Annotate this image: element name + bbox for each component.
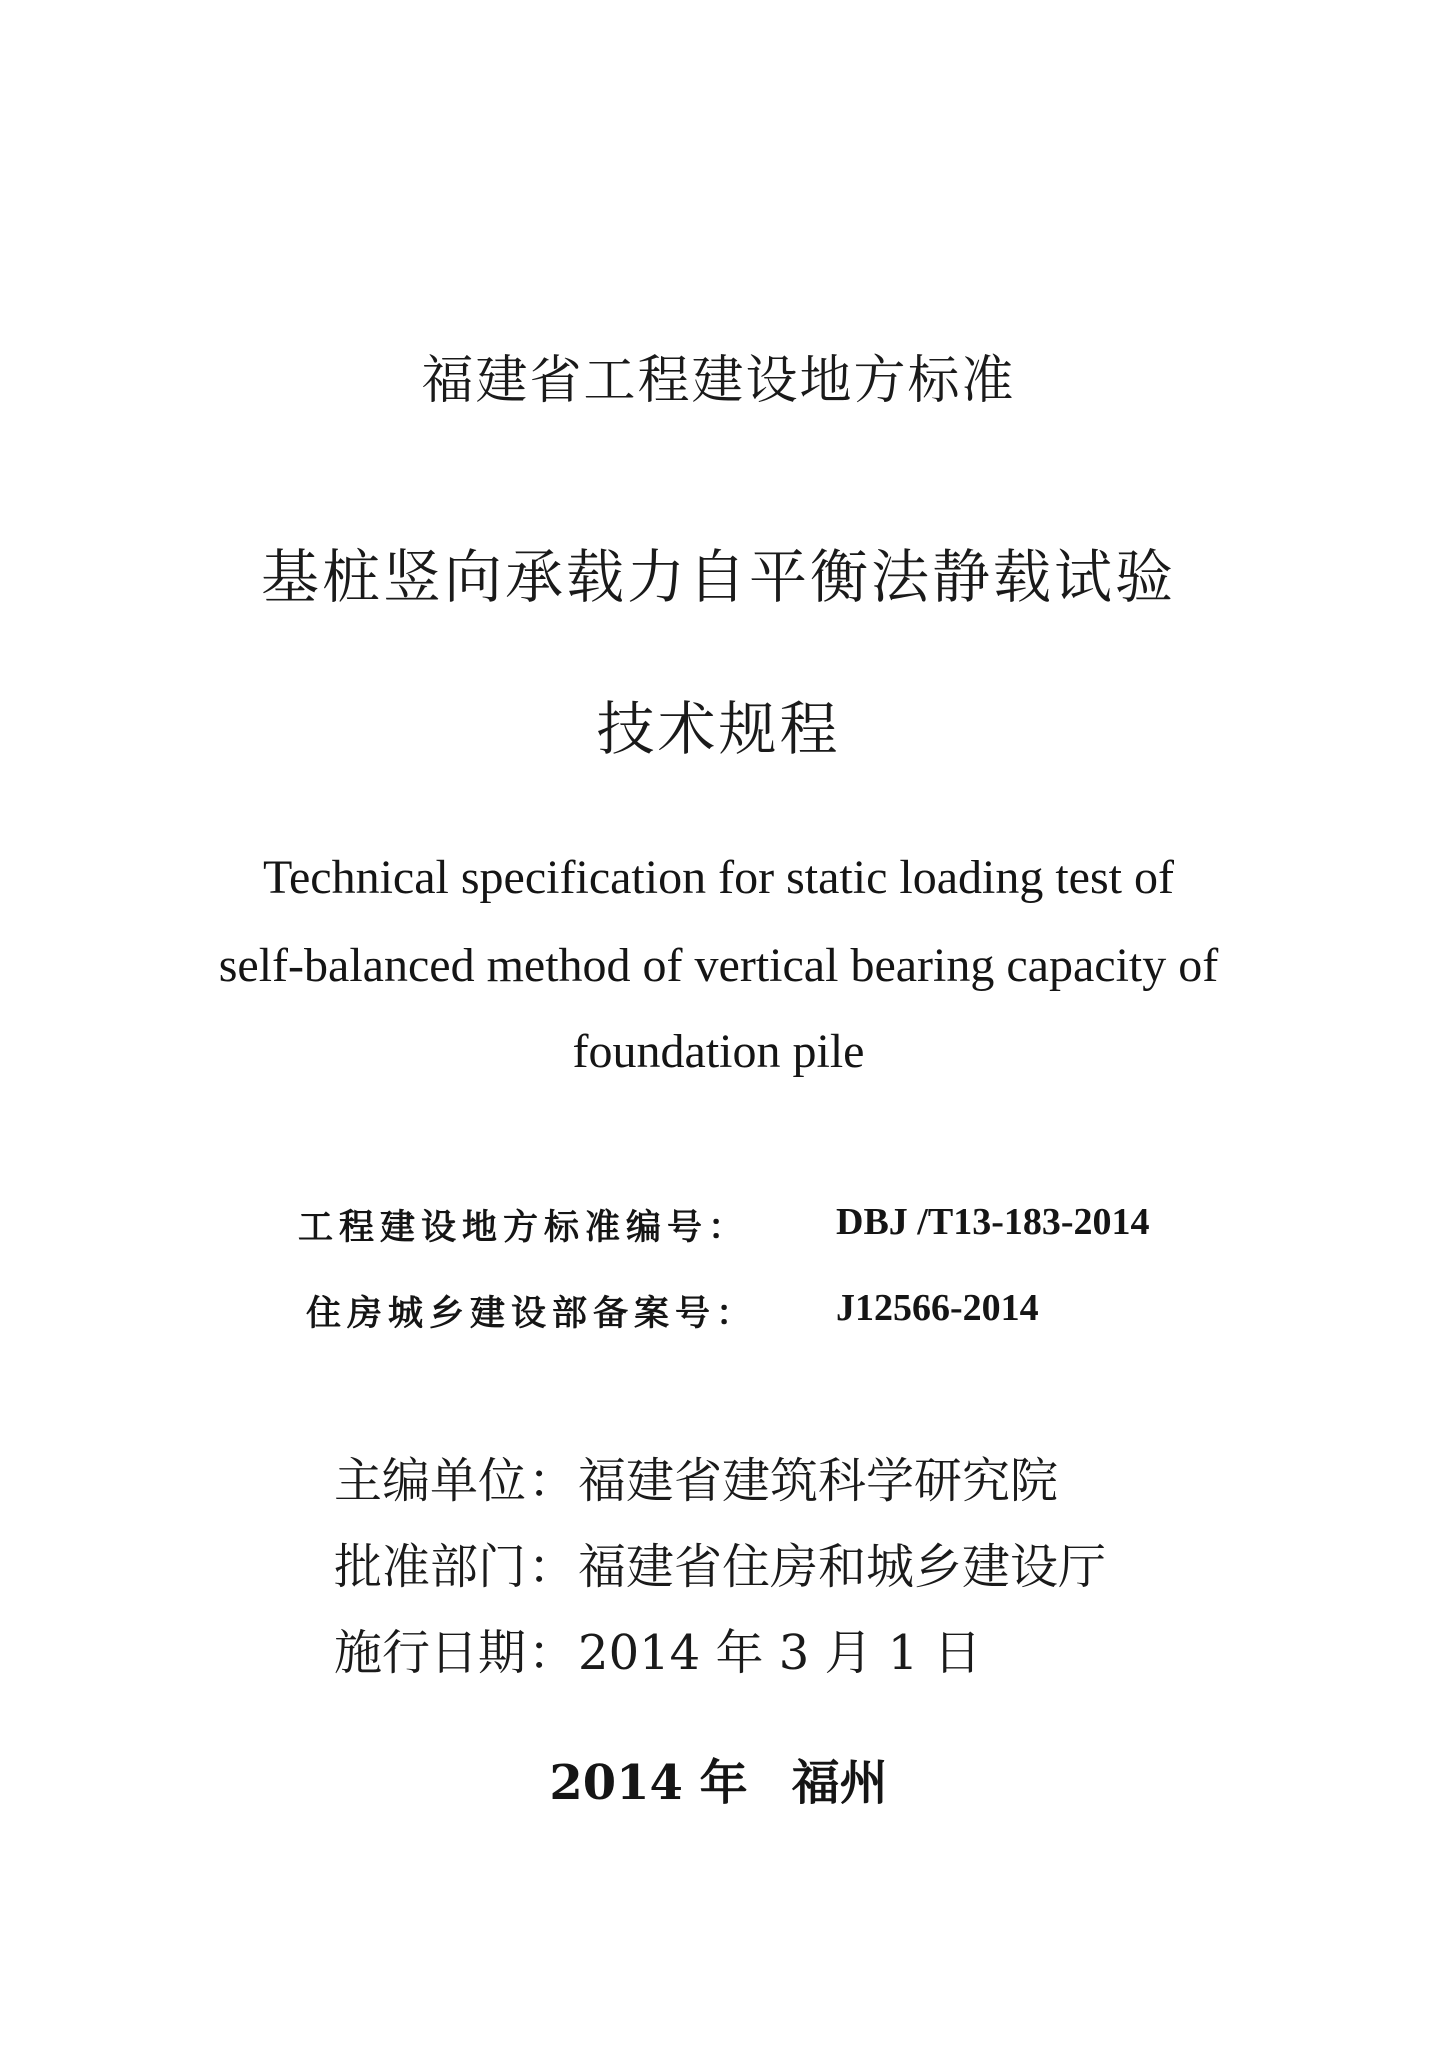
standard-number-label: 工程建设地方标准编号：: [298, 1208, 750, 1248]
document-title-line-2: 技术规程: [596, 695, 841, 763]
colon: ：: [528, 1539, 577, 1595]
chief-editor-label: 主编单位: [334, 1453, 527, 1509]
record-number-label: 住房城乡建设部备案号：: [306, 1294, 758, 1334]
english-title-line-2: self-balanced method of vertical bearing capacity of: [218, 939, 1219, 992]
colon: ：: [528, 1625, 577, 1681]
approval-department-label: 批准部门: [334, 1539, 527, 1595]
standard-series-title: 福建省工程建设地方标准: [421, 351, 1016, 411]
standard-number-row: [0, 1200, 1437, 1250]
document-title-line-1: 基桩竖向承载力自平衡法静载试验: [260, 543, 1176, 611]
imprint-city: 福州: [791, 1755, 888, 1811]
effective-date-label: 施行日期: [334, 1625, 527, 1681]
imprint-year: 2014 年: [549, 1755, 748, 1811]
approval-department-row: [334, 1528, 1106, 1597]
effective-date-row: [334, 1614, 982, 1683]
effective-date-value: 2014 年 3 月 1 日: [578, 1625, 982, 1681]
standard-number-value: DBJ /T13-183-2014: [836, 1201, 1150, 1243]
imprint: [0, 1744, 1437, 1813]
record-number-row: [0, 1286, 1437, 1336]
english-title-line-3: foundation pile: [572, 1025, 865, 1078]
colon: ：: [528, 1453, 577, 1509]
english-title-line-1: Technical specification for static loading test of: [263, 851, 1174, 904]
record-number-value: J12566-2014: [836, 1287, 1039, 1329]
chief-editor-row: [334, 1442, 1058, 1511]
chief-editor-value: 福建省建筑科学研究院: [578, 1453, 1059, 1509]
approval-department-value: 福建省住房和城乡建设厅: [578, 1539, 1107, 1595]
